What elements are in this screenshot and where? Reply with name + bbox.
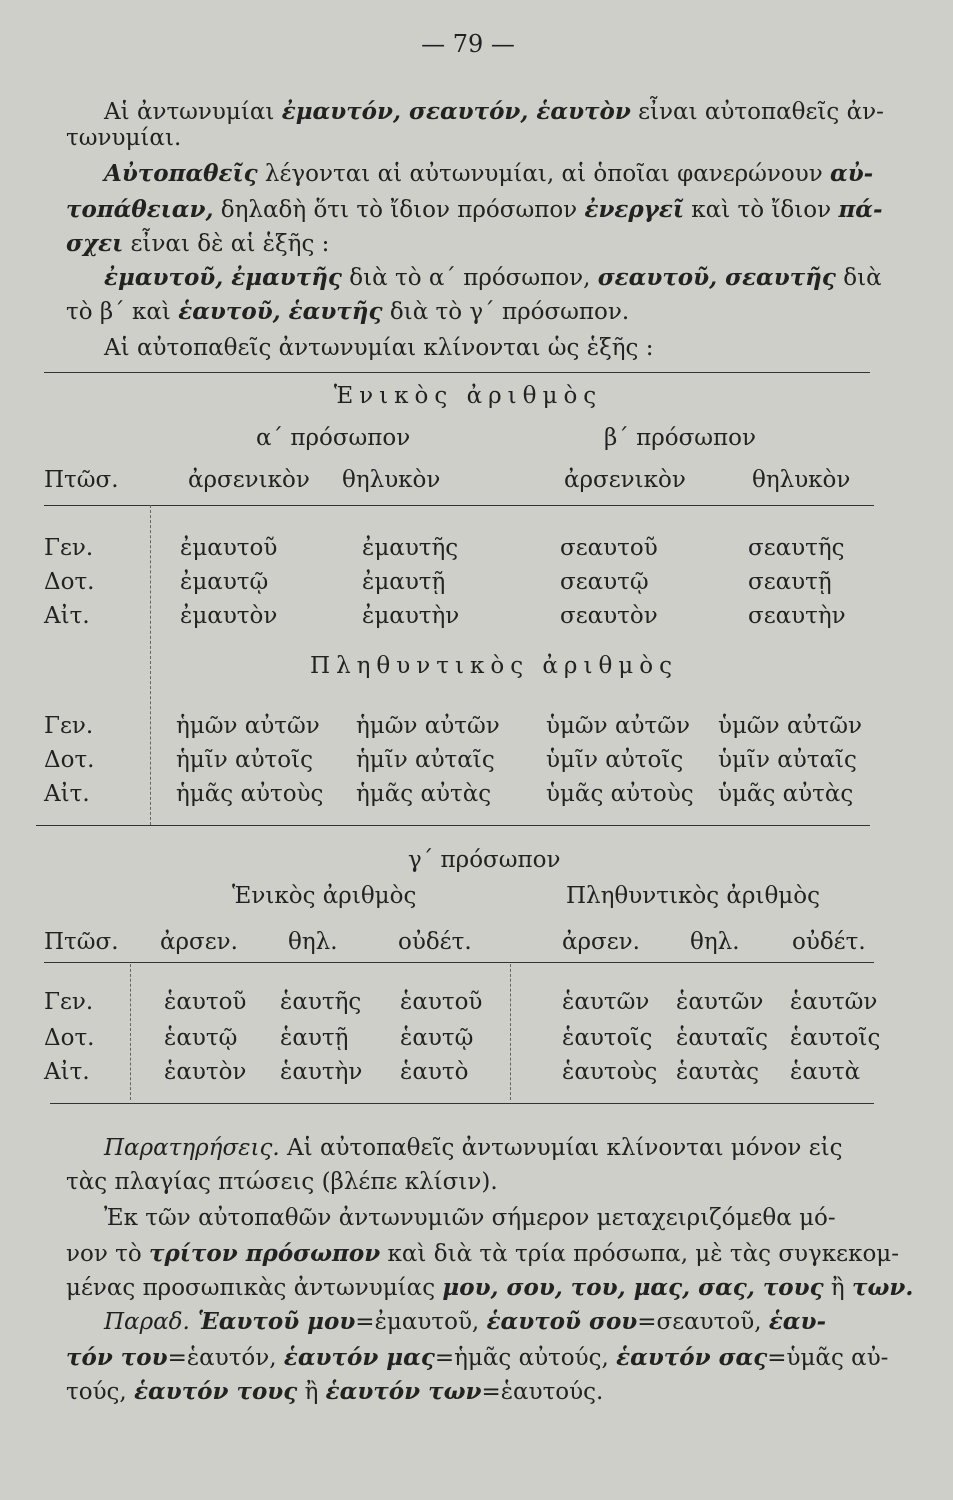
notes-line-4: νον τὸ τρίτον πρόσωπον καὶ διὰ τὰ τρία πρόσωπα, μὲ τὰς συγκεκομ- — [66, 1240, 900, 1267]
table1-case-header: Πτῶσ. — [44, 467, 119, 493]
table-cell: ἐμαυτὴν — [362, 603, 460, 629]
table-cell: ἑαυτῷ — [400, 1025, 474, 1051]
table1-singular-title: Ἑνικὸς ἀριθμὸς — [333, 383, 603, 409]
case-label: Δοτ. — [44, 1025, 95, 1051]
table-cell: ἐμαυτοῦ — [180, 535, 278, 561]
table1-gender-header: θηλυκὸν — [342, 467, 441, 493]
table-cell: ἡμῶν αὐτῶν — [176, 713, 320, 739]
notes-line-8: τούς, ἑαυτόν τους ἢ ἑαυτόν των=ἑαυτούς. — [66, 1378, 604, 1405]
table-cell: σεαυτὴν — [748, 603, 846, 629]
table-cell: ἑαυτὰ — [790, 1059, 861, 1085]
table2-plural-title: Πληθυντικὸς ἀριθμὸς — [566, 883, 820, 909]
case-label: Αἰτ. — [44, 603, 90, 629]
intro-line-5: σχει εἶναι δὲ αἱ ἑξῆς : — [66, 230, 330, 257]
table-cell: ἑαυτῆς — [280, 989, 362, 1015]
table-cell: ἑαυτοὺς — [562, 1059, 658, 1085]
table1-person-a: α΄ πρόσωπον — [256, 425, 411, 451]
table-cell: ἑαυτὸν — [164, 1059, 247, 1085]
table-cell: ἑαυτῇ — [280, 1025, 349, 1051]
intro-line-3: Αὐτοπαθεῖς λέγονται αἱ αὐτωνυμίαι, αἱ ὁποῖαι φανερώνουν αὐ- — [104, 160, 874, 187]
table-cell: ὑμῖν αὐτοῖς — [546, 747, 684, 773]
table-cell: ἐμαυτῷ — [180, 569, 269, 595]
table-cell: ἑαυταῖς — [676, 1025, 769, 1051]
table2-gender-header: θηλ. — [690, 929, 740, 955]
intro-line-6: ἐμαυτοῦ, ἐμαυτῆς διὰ τὸ α΄ πρόσωπον, σεαυτοῦ, σεαυτῆς διὰ — [104, 264, 882, 291]
table1-case-divider — [150, 505, 151, 825]
table2-gender-header: θηλ. — [288, 929, 338, 955]
table2-number-divider — [510, 964, 511, 1100]
table1-gender-header: θηλυκὸν — [752, 467, 851, 493]
table1-person-b: β΄ πρόσωπον — [604, 425, 756, 451]
case-label: Γεν. — [44, 535, 94, 561]
table-cell: ἐμαυτὸν — [180, 603, 278, 629]
table2-person-g: γ΄ πρόσωπον — [408, 847, 561, 873]
table-cell: ὑμῶν αὐτῶν — [546, 713, 690, 739]
table-cell: σεαυτοῦ — [560, 535, 658, 561]
table-cell: ἡμῖν αὐταῖς — [356, 747, 495, 773]
table1-bottom-rule — [36, 825, 870, 826]
table-cell: ἑαυτῶν — [676, 989, 764, 1015]
table-cell: ἡμᾶς αὐτοὺς — [176, 781, 324, 807]
case-label: Δοτ. — [44, 569, 95, 595]
case-label: Γεν. — [44, 713, 94, 739]
table-cell: ἑαυτὴν — [280, 1059, 363, 1085]
table1-header-rule — [44, 505, 874, 506]
table-cell: ἑαυτῶν — [562, 989, 650, 1015]
intro-line-1: Αἱ ἀντωνυμίαι ἐμαυτόν, σεαυτόν, ἑαυτὸν εἶναι αὐτοπαθεῖς ἀν- — [104, 98, 884, 125]
page-number: — 79 — — [421, 30, 515, 58]
notes-line-7: τόν του=ἑαυτόν, ἑαυτόν μας=ἡμᾶς αὐτούς, ἑαυτόν σας=ὑμᾶς αὐ- — [66, 1344, 889, 1371]
table-cell: ἐμαυτῇ — [362, 569, 446, 595]
table2-gender-header: ἀρσεν. — [160, 929, 238, 955]
table2-gender-header: οὐδέτ. — [398, 929, 472, 955]
table-cell: σεαυτῇ — [748, 569, 832, 595]
table1-top-rule — [44, 372, 870, 373]
table-cell: ἑαυτὸ — [400, 1059, 469, 1085]
case-label: Δοτ. — [44, 747, 95, 773]
intro-line-8: Αἱ αὐτοπαθεῖς ἀντωνυμίαι κλίνονται ὡς ἑξῆς : — [104, 335, 654, 361]
notes-line-3: Ἐκ τῶν αὐτοπαθῶν ἀντωνυμιῶν σήμερον μεταχειριζόμεθα μό- — [104, 1205, 836, 1231]
table2-header-rule — [44, 962, 874, 963]
table-cell: σεαυτὸν — [560, 603, 658, 629]
table-cell: ἑαυτοῦ — [400, 989, 483, 1015]
table1-gender-header: ἀρσενικὸν — [188, 467, 310, 493]
notes-line-6: Παραδ. Ἑαυτοῦ μου=ἐμαυτοῦ, ἑαυτοῦ σου=σεαυτοῦ, ἑαυ- — [104, 1308, 827, 1335]
table-cell: ὑμῖν αὐταῖς — [718, 747, 857, 773]
table2-singular-title: Ἑνικὸς ἀριθμὸς — [232, 883, 417, 909]
table-cell: ἑαυτὰς — [676, 1059, 759, 1085]
table-cell: ὑμᾶς αὐτὰς — [718, 781, 854, 807]
case-label: Αἰτ. — [44, 781, 90, 807]
table1-plural-title: Πληθυντικὸς ἀριθμὸς — [310, 653, 678, 679]
table-cell: ὑμῶν αὐτῶν — [718, 713, 862, 739]
intro-line-4: τοπάθειαν, δηλαδὴ ὅτι τὸ ἴδιον πρόσωπον ἐνεργεῖ καὶ τὸ ἴδιον πά- — [66, 196, 883, 223]
table2-gender-header: οὐδέτ. — [792, 929, 866, 955]
table2-gender-header: ἀρσεν. — [562, 929, 640, 955]
intro-line-7: τὸ β΄ καὶ ἑαυτοῦ, ἑαυτῆς διὰ τὸ γ΄ πρόσωπον. — [66, 298, 630, 325]
table-cell: ἡμῶν αὐτῶν — [356, 713, 500, 739]
notes-line-5: μένας προσωπικὰς ἀντωνυμίας μου, σου, του, μας, σας, τους ἢ των. — [66, 1274, 914, 1301]
table-cell: ἡμᾶς αὐτὰς — [356, 781, 492, 807]
table-cell: σεαυτῷ — [560, 569, 649, 595]
table2-bottom-rule — [50, 1103, 874, 1104]
case-label: Αἰτ. — [44, 1059, 90, 1085]
table-cell: ἑαυτῷ — [164, 1025, 238, 1051]
table2-case-divider — [130, 964, 131, 1100]
table-cell: ἐμαυτῆς — [362, 535, 459, 561]
table-cell: ἑαυτοῦ — [164, 989, 247, 1015]
case-label: Γεν. — [44, 989, 94, 1015]
table-cell: ἡμῖν αὐτοῖς — [176, 747, 314, 773]
table-cell: ἑαυτοῖς — [790, 1025, 881, 1051]
table-cell: σεαυτῆς — [748, 535, 845, 561]
table2-case-header: Πτῶσ. — [44, 929, 119, 955]
table-cell: ἑαυτοῖς — [562, 1025, 653, 1051]
table-cell: ἑαυτῶν — [790, 989, 878, 1015]
notes-line-2: τὰς πλαγίας πτώσεις (βλέπε κλίσιν). — [66, 1169, 498, 1195]
table1-gender-header: ἀρσενικὸν — [564, 467, 686, 493]
intro-line-2: τωνυμίαι. — [66, 125, 182, 151]
notes-line-1: Παρατηρήσεις. Αἱ αὐτοπαθεῖς ἀντωνυμίαι κλίνονται μόνον εἰς — [104, 1135, 843, 1161]
table-cell: ὑμᾶς αὐτοὺς — [546, 781, 694, 807]
